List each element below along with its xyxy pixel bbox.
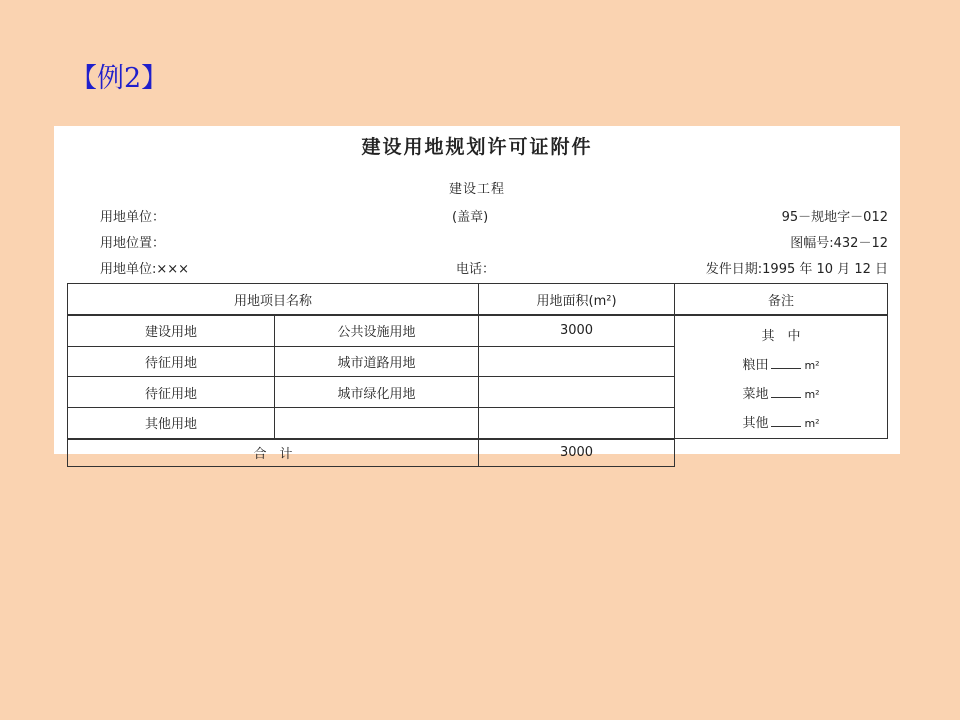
land-unit-label: 用地单位：: [100, 210, 166, 225]
row-category: 其他用地: [68, 407, 275, 438]
row-area: 3000: [479, 315, 675, 346]
row-category: 待征用地: [68, 346, 275, 377]
remarks-line-label: 菜地: [742, 387, 769, 402]
blank-underline: [771, 387, 801, 398]
header-remarks: 备注: [675, 284, 888, 316]
remarks-line-unit: m²: [804, 388, 820, 401]
blank-underline: [771, 416, 801, 427]
seal-note: (盖章): [452, 210, 489, 225]
remarks-line: [675, 409, 887, 438]
location-label: 用地位置：: [100, 236, 166, 251]
row-area: [479, 377, 675, 408]
map-number: 图幅号:432－12: [790, 236, 888, 251]
remarks-heading: 其 中: [761, 329, 801, 344]
row-subcategory: 城市道路用地: [275, 346, 479, 377]
row-subcategory: [275, 407, 479, 438]
total-label: 合 计: [68, 439, 479, 467]
row-area: [479, 407, 675, 438]
document-title: 建设用地规划许可证附件: [361, 136, 593, 158]
slide-title: 【例2】: [70, 63, 169, 94]
blank-underline: [771, 358, 801, 369]
permit-number: 95－规地字－012: [781, 210, 888, 225]
remarks-line-unit: m²: [804, 359, 820, 372]
land-use-table: [67, 283, 888, 467]
table-total-row: [68, 439, 888, 467]
table-row: [68, 315, 888, 346]
phone-label: 电话：: [456, 262, 496, 277]
remarks-line: [675, 351, 887, 380]
header-item-name: 用地项目名称: [68, 284, 479, 316]
header-area: 用地面积(m²): [479, 284, 675, 316]
row-area: [479, 346, 675, 377]
row-subcategory: 公共设施用地: [275, 315, 479, 346]
remarks-line-label: 粮田: [742, 358, 769, 373]
row-category: 建设用地: [68, 315, 275, 346]
row-category: 待征用地: [68, 377, 275, 408]
remarks-line: [675, 380, 887, 409]
land-unit-value: 用地单位:×××: [100, 262, 190, 277]
issue-date: 发件日期:1995 年 10 月 12 日: [705, 262, 888, 277]
remarks-line-label: 其他: [742, 416, 769, 431]
total-area: 3000: [479, 439, 675, 467]
permit-attachment-document: [54, 126, 900, 462]
row-subcategory: 城市绿化用地: [275, 377, 479, 408]
remarks-line-unit: m²: [804, 417, 820, 430]
table-header-row: [68, 284, 888, 316]
remarks-cell: [675, 315, 888, 439]
document-subtitle: 建设工程: [448, 182, 505, 197]
